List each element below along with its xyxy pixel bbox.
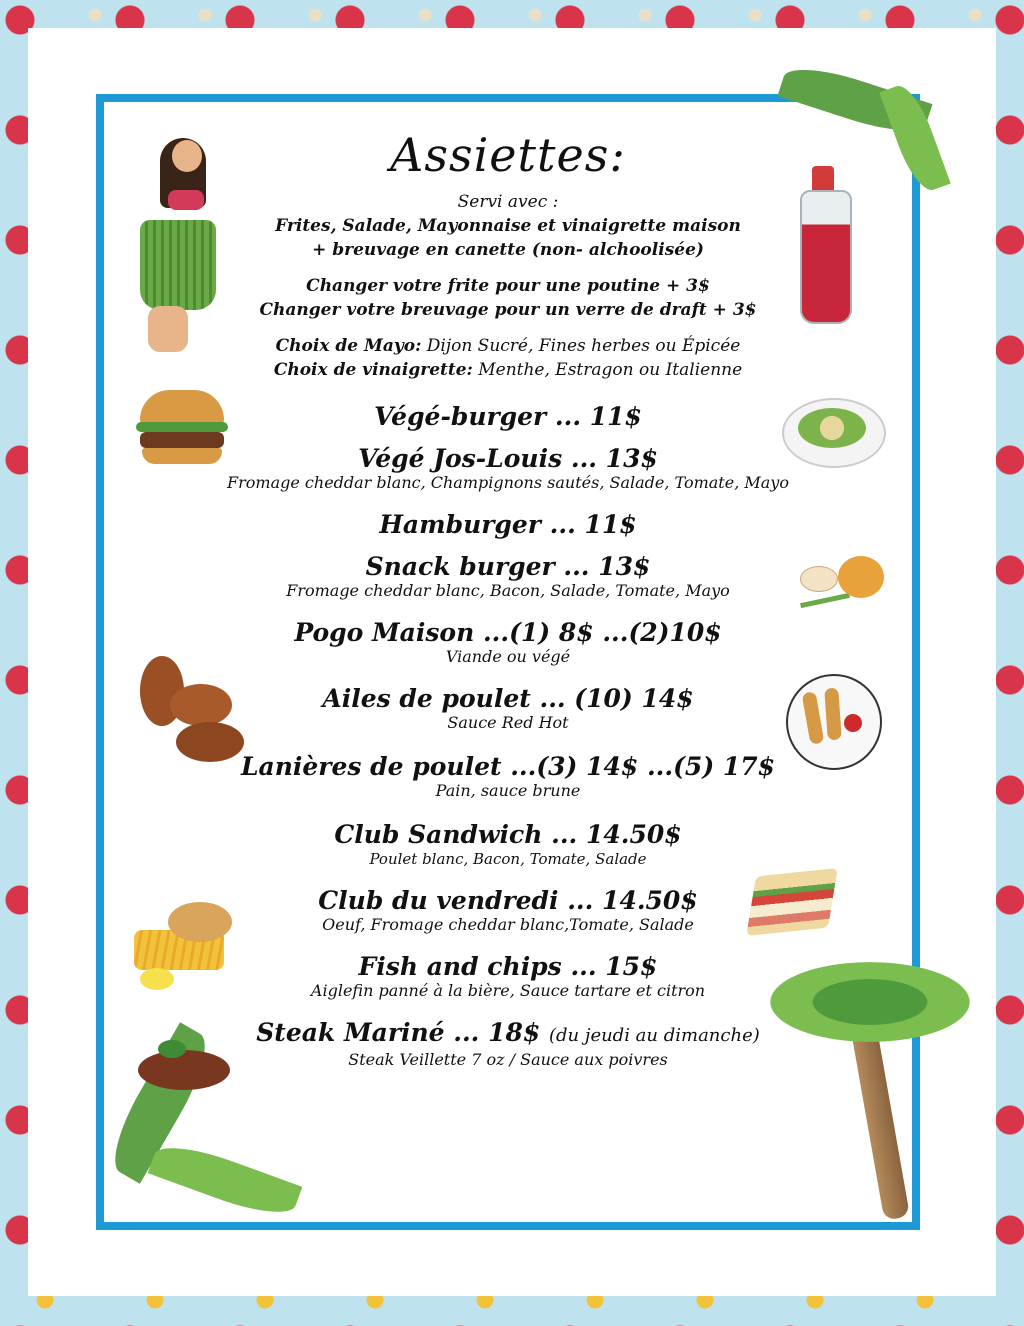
menu-item-desc: Fromage cheddar blanc, Bacon, Salade, Tomate, Mayo xyxy=(286,581,730,600)
menu-item-desc: Viande ou végé xyxy=(445,647,571,666)
served-with-line1: Frites, Salade, Mayonnaise et vinaigrette maison xyxy=(275,216,741,236)
menu-item-name: Snack burger ... 13$ xyxy=(365,552,651,581)
menu-item-name: Steak Mariné ... 18$ xyxy=(256,1018,541,1047)
menu-item-desc: Fromage cheddar blanc, Champignons sautés, Salade, Tomate, Mayo xyxy=(227,473,789,492)
menu-item-note: (du jeudi au dimanche) xyxy=(549,1025,760,1046)
menu-item-desc: Sauce Red Hot xyxy=(447,713,569,732)
menu-item-name: Pogo Maison ...(1) 8$ ...(2)10$ xyxy=(294,618,722,647)
menu-item-name: Hamburger ... 11$ xyxy=(379,510,637,539)
menu-title: Assiettes: xyxy=(390,128,626,182)
menu-item-name: Club Sandwich ... 14.50$ xyxy=(334,820,682,849)
menu-content xyxy=(104,100,912,1069)
menu-item-name: Club du vendredi ... 14.50$ xyxy=(318,886,698,915)
vinaigrette-label: Choix de vinaigrette: xyxy=(273,360,473,380)
menu-item-desc: Poulet blanc, Bacon, Tomate, Salade xyxy=(369,850,647,868)
menu-item-name: Lanières de poulet ...(3) 14$ ...(5) 17$ xyxy=(240,752,776,781)
menu-item-name: Végé Jos-Louis ... 13$ xyxy=(358,444,658,473)
mayo-options: Dijon Sucré, Fines herbes ou Épicée xyxy=(426,336,741,356)
mayo-label: Choix de Mayo: xyxy=(275,336,422,356)
menu-item-desc: Pain, sauce brune xyxy=(435,781,581,800)
vinaigrette-options: Menthe, Estragon ou Italienne xyxy=(478,360,743,380)
served-with-line2: + breuvage en canette (non- alchoolisée) xyxy=(312,240,704,260)
served-with-label: Servi avec : xyxy=(457,192,559,212)
upgrade-line2: Changer votre breuvage pour un verre de draft + 3$ xyxy=(259,300,757,320)
menu-item-name: Ailes de poulet ... (10) 14$ xyxy=(322,684,694,713)
menu-item-desc: Oeuf, Fromage cheddar blanc,Tomate, Salade xyxy=(322,915,694,934)
menu-item-name: Végé-burger ... 11$ xyxy=(374,402,642,431)
menu-item-desc: Aiglefin panné à la bière, Sauce tartare et citron xyxy=(310,981,706,1000)
menu-item-desc: Steak Veillette 7 oz / Sauce aux poivres xyxy=(348,1050,668,1069)
menu-item-name: Fish and chips ... 15$ xyxy=(358,952,658,981)
upgrade-line1: Changer votre frite pour une poutine + 3$ xyxy=(306,276,710,296)
